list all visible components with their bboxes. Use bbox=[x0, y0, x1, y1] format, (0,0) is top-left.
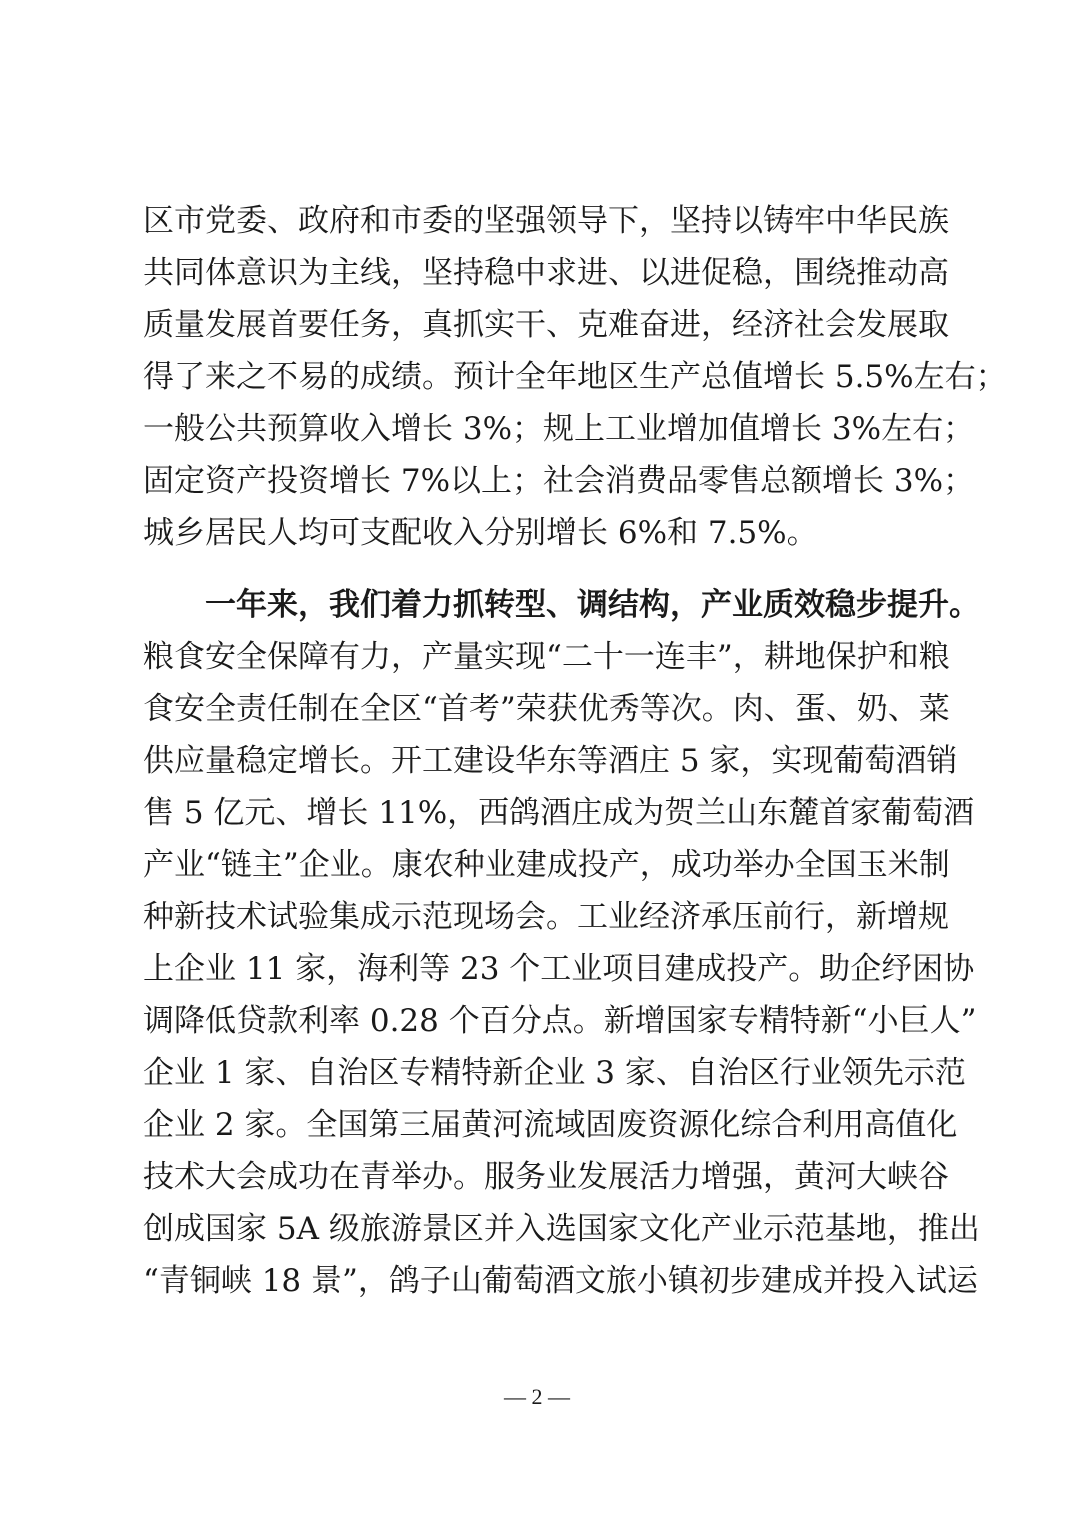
text-line: 食安全责任制在全区“首考”荣获优秀等次。肉、蛋、奶、菜 bbox=[143, 691, 950, 727]
text-line: 共同体意识为主线，坚持稳中求进、以进促稳，围绕推动高 bbox=[143, 255, 949, 291]
text-line: 产业“链主”企业。康农种业建成投产，成功举办全国玉米制 bbox=[143, 847, 950, 883]
text-line: 企业 1 家、自治区专精特新企业 3 家、自治区行业领先示范 bbox=[143, 1055, 966, 1091]
paragraph-industry bbox=[143, 579, 980, 1307]
text-line: 得了来之不易的成绩。预计全年地区生产总值增长 5.5%左右； bbox=[143, 359, 1007, 395]
text-line: 售 5 亿元、增长 11%，西鸽酒庄成为贺兰山东麓首家葡萄酒 bbox=[143, 795, 975, 831]
text-line: 供应量稳定增长。开工建设华东等酒庄 5 家，实现葡萄酒销 bbox=[143, 743, 958, 779]
text-line: 创成国家 5A 级旅游景区并入选国家文化产业示范基地，推出 bbox=[143, 1211, 980, 1247]
text-line: 调降低贷款利率 0.28 个百分点。新增国家专精特新“小巨人” bbox=[143, 1003, 977, 1039]
text-line: 上企业 11 家，海利等 23 个工业项目建成投产。助企纾困协 bbox=[143, 951, 975, 987]
text-line: 种新技术试验集成示范现场会。工业经济承压前行，新增规 bbox=[143, 899, 949, 935]
text-line: 质量发展首要任务，真抓实干、克难奋进，经济社会发展取 bbox=[143, 307, 949, 343]
text-line: 一般公共预算收入增长 3%；规上工业增加值增长 3%左右； bbox=[143, 411, 975, 447]
paragraph-economic-summary bbox=[143, 195, 1007, 559]
text-line: 固定资产投资增长 7%以上；社会消费品零售总额增长 3%； bbox=[143, 463, 975, 499]
text-line: 区市党委、政府和市委的坚强领导下，坚持以铸牢中华民族 bbox=[143, 203, 949, 239]
text-line: 粮食安全保障有力，产量实现“二十一连丰”，耕地保护和粮 bbox=[143, 639, 950, 675]
paragraph-heading: 一年来，我们着力抓转型、调结构，产业质效稳步提升。 bbox=[205, 587, 980, 623]
page-number: — 2 — bbox=[504, 1384, 570, 1409]
text-line: 技术大会成功在青举办。服务业发展活力增强，黄河大峡谷 bbox=[143, 1159, 949, 1195]
text-line: 城乡居民人均可支配收入分别增长 6%和 7.5%。 bbox=[143, 515, 818, 551]
text-line: 企业 2 家。全国第三届黄河流域固废资源化综合利用高值化 bbox=[143, 1107, 958, 1143]
text-line: “青铜峡 18 景”，鸽子山葡萄酒文旅小镇初步建成并投入试运 bbox=[143, 1263, 978, 1299]
